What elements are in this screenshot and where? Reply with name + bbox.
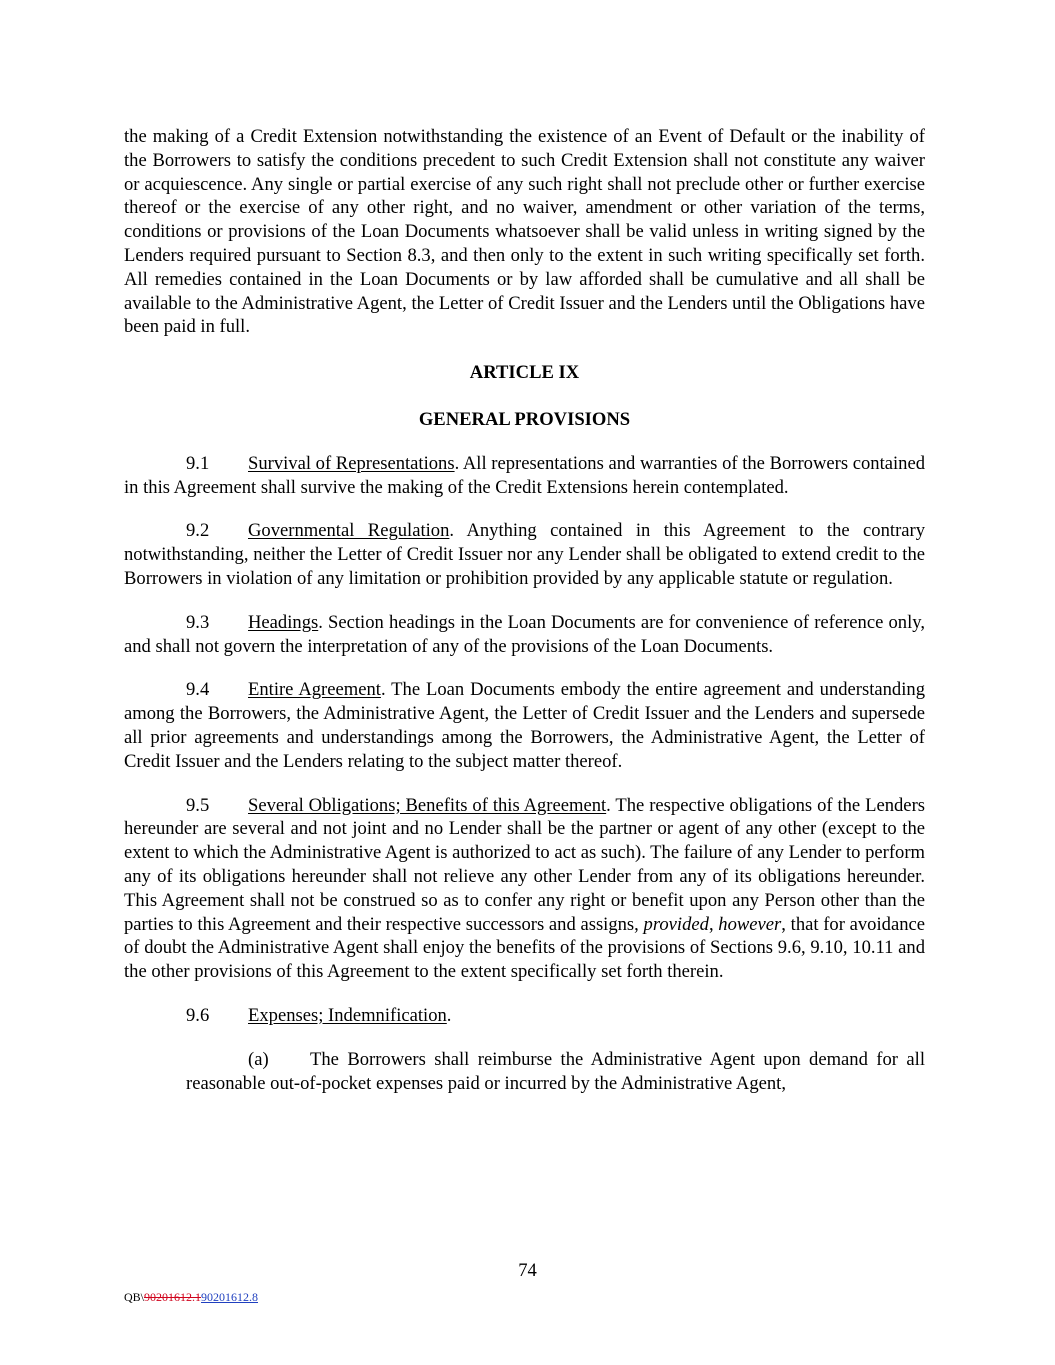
subsection-a (186, 1048, 925, 1096)
section-9-1 (124, 452, 925, 500)
section-number: 9.6 (186, 1004, 210, 1026)
section-text-continued: , that for avoidance of doubt the Administrative Agent shall enjoy the benefits of the provisions of Sections 9.6, 9.10, 10.11 and the other provisions of this Agreement to the extent specifically set forth therein. (124, 913, 925, 983)
section-9-2 (124, 519, 925, 590)
docid-inserted: 90201612.8 (201, 1290, 259, 1304)
section-number: 9.1 (186, 452, 210, 474)
section-text: . All representations and warranties of the Borrowers contained in this Agreement shall survive the making of the Credit Extensions herein contemplated. (124, 452, 926, 498)
section-heading: Survival of Representations (248, 452, 455, 474)
section-9-5 (124, 794, 925, 984)
section-heading: Several Obligations; Benefits of this Agreement (248, 794, 607, 816)
article-number: ARTICLE IX (469, 362, 580, 384)
document-body (124, 125, 925, 1095)
section-heading: Governmental Regulation (248, 520, 450, 542)
document-id (124, 1290, 258, 1305)
docid-deleted: 90201612.1 (144, 1290, 202, 1304)
carryover-paragraph: the making of a Credit Extension notwithstanding the existence of an Event of Default or the inability of the Borrowers to satisfy the conditions precedent to such Credit Extension shall not constitute any waiver or acquiescence. Any single or partial exercise of any such right shall not preclude other or further exercise thereof or the exercise of any other right, and no waiver, amendment or other variation of the terms, conditions or provisions of the Loan Documents whatsoever shall be valid unless in writing signed by the Lenders required pursuant to Section 8.3, and then only to the extent in such writing specifically set forth. All remedies contained in the Loan Documents or by law afforded shall be cumulative and all shall be available to the Administrative Agent, the Letter of Credit Issuer and the Lenders until the Obligations have been paid in full. (124, 126, 925, 338)
section-number: 9.2 (186, 520, 210, 542)
italic-however: however (718, 913, 782, 935)
section-9-3 (124, 611, 925, 659)
section-text: . The respective obligations of the Lenders hereunder are several and not joint and no Lender shall be the partner or agent of any other (except to the extent to which the Administrative Agent is authorized to act as such). The failure of any Lender to perform any of its obligations hereunder shall not relieve any other Lender from any of its obligations hereunder. This Agreement shall not be construed so as to confer any right or benefit upon any Person other than the parties to this Agreement and their respective successors and assigns, (124, 794, 925, 935)
page-number: 74 (518, 1260, 537, 1281)
section-9-4 (124, 678, 925, 773)
section-number: 9.5 (186, 794, 210, 816)
section-text: . (446, 1004, 452, 1026)
section-number: 9.3 (186, 611, 210, 633)
section-text: . The Loan Documents embody the entire agreement and understanding among the Borrowers, the Administrative Agent, the Letter of Credit Issuer and the Lenders and supersede all prior agreements and understandings among the Borrowers, the Administrative Agent, the Letter of Credit Issuer and the Lenders relating to the subject matter thereof. (124, 679, 925, 772)
section-heading: Entire Agreement (248, 679, 381, 701)
section-text-comma: , (708, 913, 719, 935)
section-heading: Headings (248, 611, 319, 633)
section-heading: Expenses; Indemnification (248, 1004, 447, 1026)
italic-provided: provided (643, 913, 709, 935)
section-text: . Section headings in the Loan Documents are for convenience of reference only, and shall not govern the interpretation of any of the provisions of the Loan Documents. (124, 611, 925, 657)
subsection-text: The Borrowers shall reimburse the Administrative Agent upon demand for all reasonable out-of-pocket expenses paid or incurred by the Administrative Agent, (186, 1048, 925, 1094)
section-number: 9.4 (186, 679, 210, 701)
section-9-6 (124, 1004, 925, 1028)
section-text: . Anything contained in this Agreement to the contrary notwithstanding, neither the Letter of Credit Issuer nor any Lender shall be obligated to extend credit to the Borrowers in violation of any limitation or prohibition provided by any applicable statute or regulation. (124, 520, 925, 589)
subsection-label: (a) (248, 1048, 269, 1070)
docid-prefix: QB\ (124, 1290, 145, 1304)
article-title: GENERAL PROVISIONS (418, 408, 631, 430)
